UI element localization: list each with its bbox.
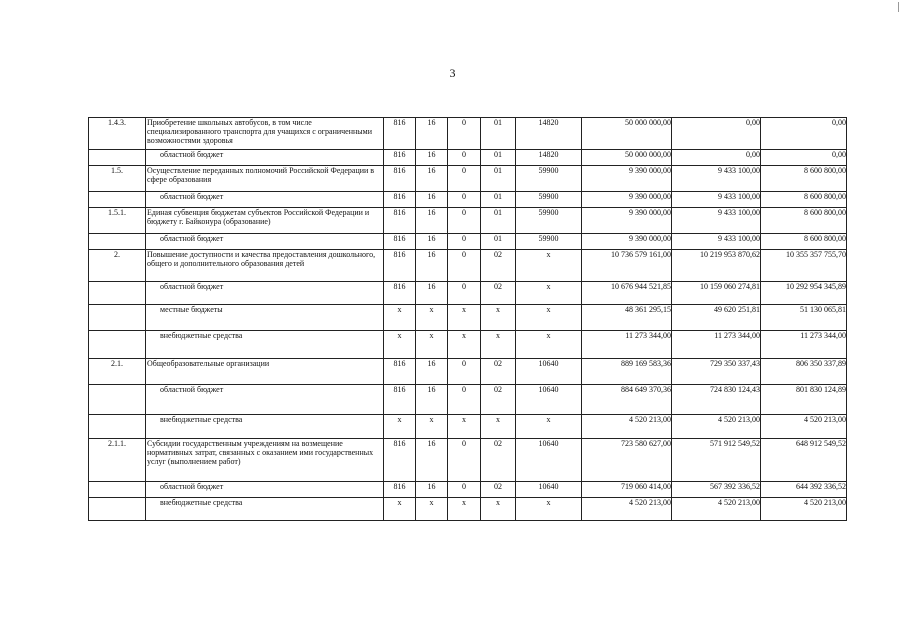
row-number — [89, 331, 146, 359]
code-4: 02 — [481, 385, 516, 415]
budget-table — [88, 117, 847, 521]
table-row — [89, 331, 847, 359]
table-row — [89, 385, 847, 415]
code-4: x — [481, 415, 516, 439]
table-row — [89, 282, 847, 305]
code-4: 02 — [481, 359, 516, 385]
amount-2: 9 433 100,00 — [672, 192, 761, 208]
code-3: 0 — [448, 150, 481, 166]
amount-1: 719 060 414,00 — [582, 482, 672, 498]
code-4: x — [481, 305, 516, 331]
code-4: 01 — [481, 166, 516, 192]
amount-2: 49 620 251,81 — [672, 305, 761, 331]
amount-1: 48 361 295,15 — [582, 305, 672, 331]
code-2: 16 — [416, 482, 448, 498]
code-3: x — [448, 415, 481, 439]
code-4: 01 — [481, 192, 516, 208]
code-5: x — [516, 305, 582, 331]
amount-1: 50 000 000,00 — [582, 118, 672, 150]
code-1: 816 — [384, 250, 416, 282]
code-5: x — [516, 282, 582, 305]
amount-1: 9 390 000,00 — [582, 166, 672, 192]
code-2: 16 — [416, 208, 448, 234]
code-2: 16 — [416, 234, 448, 250]
amount-2: 571 912 549,52 — [672, 439, 761, 482]
table-row — [89, 359, 847, 385]
row-number: 2. — [89, 250, 146, 282]
amount-1: 9 390 000,00 — [582, 234, 672, 250]
code-3: 0 — [448, 282, 481, 305]
code-5: 10640 — [516, 359, 582, 385]
table-row — [89, 250, 847, 282]
code-4: x — [481, 498, 516, 521]
row-number — [89, 282, 146, 305]
budget-table-body — [89, 118, 847, 521]
row-name: областной бюджет — [146, 234, 384, 250]
code-4: 02 — [481, 439, 516, 482]
amount-1: 4 520 213,00 — [582, 498, 672, 521]
row-name: Общеобразовательные организации — [146, 359, 384, 385]
amount-3: 10 292 954 345,89 — [761, 282, 847, 305]
row-number — [89, 305, 146, 331]
code-1: x — [384, 331, 416, 359]
code-2: 16 — [416, 282, 448, 305]
amount-3: 648 912 549,52 — [761, 439, 847, 482]
code-4: 01 — [481, 150, 516, 166]
code-1: 816 — [384, 166, 416, 192]
amount-3: 4 520 213,00 — [761, 415, 847, 439]
amount-3: 0,00 — [761, 150, 847, 166]
row-number: 2.1.1. — [89, 439, 146, 482]
amount-3: 644 392 336,52 — [761, 482, 847, 498]
code-3: 0 — [448, 385, 481, 415]
amount-3: 8 600 800,00 — [761, 192, 847, 208]
row-number: 2.1. — [89, 359, 146, 385]
row-name: внебюджетные средства — [146, 331, 384, 359]
code-2: x — [416, 305, 448, 331]
amount-2: 4 520 213,00 — [672, 415, 761, 439]
table-row — [89, 208, 847, 234]
code-3: 0 — [448, 439, 481, 482]
row-number — [89, 150, 146, 166]
code-1: 816 — [384, 482, 416, 498]
code-2: 16 — [416, 250, 448, 282]
code-1: 816 — [384, 150, 416, 166]
row-number: 1.4.3. — [89, 118, 146, 150]
table-row — [89, 118, 847, 150]
amount-3: 0,00 — [761, 118, 847, 150]
code-2: 16 — [416, 385, 448, 415]
table-row — [89, 498, 847, 521]
code-5: 14820 — [516, 118, 582, 150]
code-3: 0 — [448, 192, 481, 208]
row-name: Повышение доступности и качества предоставления дошкольного, общего и дополнительного образования детей — [146, 250, 384, 282]
code-1: 816 — [384, 439, 416, 482]
code-5: x — [516, 415, 582, 439]
amount-1: 50 000 000,00 — [582, 150, 672, 166]
table-row — [89, 482, 847, 498]
table-row — [89, 166, 847, 192]
amount-2: 724 830 124,43 — [672, 385, 761, 415]
code-5: x — [516, 250, 582, 282]
table-row — [89, 439, 847, 482]
code-2: 16 — [416, 439, 448, 482]
code-1: 816 — [384, 192, 416, 208]
code-1: x — [384, 415, 416, 439]
code-1: x — [384, 305, 416, 331]
amount-1: 10 676 944 521,85 — [582, 282, 672, 305]
row-name: областной бюджет — [146, 150, 384, 166]
amount-1: 10 736 579 161,00 — [582, 250, 672, 282]
code-3: 0 — [448, 166, 481, 192]
code-2: x — [416, 498, 448, 521]
amount-3: 4 520 213,00 — [761, 498, 847, 521]
table-row — [89, 234, 847, 250]
amount-2: 4 520 213,00 — [672, 498, 761, 521]
amount-1: 4 520 213,00 — [582, 415, 672, 439]
code-4: x — [481, 331, 516, 359]
code-5: 59900 — [516, 234, 582, 250]
row-number — [89, 234, 146, 250]
code-4: 02 — [481, 482, 516, 498]
amount-1: 723 580 627,00 — [582, 439, 672, 482]
code-5: 59900 — [516, 208, 582, 234]
row-number — [89, 415, 146, 439]
code-3: 0 — [448, 234, 481, 250]
page-number: 3 — [449, 66, 456, 80]
amount-3: 11 273 344,00 — [761, 331, 847, 359]
code-3: x — [448, 498, 481, 521]
row-name: областной бюджет — [146, 192, 384, 208]
code-5: x — [516, 331, 582, 359]
code-2: 16 — [416, 118, 448, 150]
row-name: местные бюджеты — [146, 305, 384, 331]
table-row — [89, 305, 847, 331]
amount-2: 0,00 — [672, 150, 761, 166]
code-3: x — [448, 331, 481, 359]
code-2: x — [416, 415, 448, 439]
row-name: Приобретение школьных автобусов, в том числе специализированного транспорта для учащихся с ограниченными возможностями здоровья — [146, 118, 384, 150]
row-number: 1.5.1. — [89, 208, 146, 234]
amount-3: 8 600 800,00 — [761, 208, 847, 234]
row-name: областной бюджет — [146, 385, 384, 415]
amount-3: 8 600 800,00 — [761, 234, 847, 250]
amount-1: 884 649 370,36 — [582, 385, 672, 415]
code-1: 816 — [384, 385, 416, 415]
table-row — [89, 415, 847, 439]
code-5: 59900 — [516, 166, 582, 192]
amount-2: 0,00 — [672, 118, 761, 150]
amount-2: 11 273 344,00 — [672, 331, 761, 359]
row-name: областной бюджет — [146, 482, 384, 498]
amount-2: 729 350 337,43 — [672, 359, 761, 385]
code-1: 816 — [384, 234, 416, 250]
code-5: x — [516, 498, 582, 521]
amount-3: 801 830 124,89 — [761, 385, 847, 415]
code-1: 816 — [384, 118, 416, 150]
code-1: 816 — [384, 359, 416, 385]
code-3: 0 — [448, 208, 481, 234]
row-name: внебюджетные средства — [146, 415, 384, 439]
code-2: 16 — [416, 166, 448, 192]
code-3: x — [448, 305, 481, 331]
code-4: 02 — [481, 250, 516, 282]
amount-2: 10 219 953 870,62 — [672, 250, 761, 282]
amount-2: 10 159 060 274,81 — [672, 282, 761, 305]
scan-edge-mark — [898, 2, 899, 12]
code-3: 0 — [448, 359, 481, 385]
code-3: 0 — [448, 250, 481, 282]
amount-3: 51 130 065,81 — [761, 305, 847, 331]
code-5: 14820 — [516, 150, 582, 166]
amount-1: 889 169 583,36 — [582, 359, 672, 385]
code-1: 816 — [384, 282, 416, 305]
row-number — [89, 385, 146, 415]
amount-2: 9 433 100,00 — [672, 166, 761, 192]
row-number: 1.5. — [89, 166, 146, 192]
code-5: 10640 — [516, 482, 582, 498]
amount-1: 9 390 000,00 — [582, 192, 672, 208]
code-2: 16 — [416, 150, 448, 166]
table-row — [89, 192, 847, 208]
amount-3: 8 600 800,00 — [761, 166, 847, 192]
code-5: 10640 — [516, 385, 582, 415]
code-2: 16 — [416, 192, 448, 208]
amount-1: 9 390 000,00 — [582, 208, 672, 234]
amount-3: 806 350 337,89 — [761, 359, 847, 385]
row-name: Осуществление переданных полномочий Российской Федерации в сфере образования — [146, 166, 384, 192]
amount-2: 9 433 100,00 — [672, 208, 761, 234]
table-row — [89, 150, 847, 166]
code-4: 01 — [481, 208, 516, 234]
code-5: 59900 — [516, 192, 582, 208]
row-name: внебюджетные средства — [146, 498, 384, 521]
row-name: областной бюджет — [146, 282, 384, 305]
row-number — [89, 482, 146, 498]
code-2: x — [416, 331, 448, 359]
row-number — [89, 192, 146, 208]
code-3: 0 — [448, 118, 481, 150]
code-4: 01 — [481, 118, 516, 150]
code-2: 16 — [416, 359, 448, 385]
code-3: 0 — [448, 482, 481, 498]
code-4: 02 — [481, 282, 516, 305]
amount-3: 10 355 357 755,70 — [761, 250, 847, 282]
row-name: Единая субвенция бюджетам субъектов Российской Федерации и бюджету г. Байконура (образование) — [146, 208, 384, 234]
row-name: Субсидии государственным учреждениям на возмещение нормативных затрат, связанных с оказанием ими государственных услуг (выполнением работ) — [146, 439, 384, 482]
code-1: 816 — [384, 208, 416, 234]
code-1: x — [384, 498, 416, 521]
code-5: 10640 — [516, 439, 582, 482]
amount-1: 11 273 344,00 — [582, 331, 672, 359]
amount-2: 567 392 336,52 — [672, 482, 761, 498]
code-4: 01 — [481, 234, 516, 250]
row-number — [89, 498, 146, 521]
amount-2: 9 433 100,00 — [672, 234, 761, 250]
